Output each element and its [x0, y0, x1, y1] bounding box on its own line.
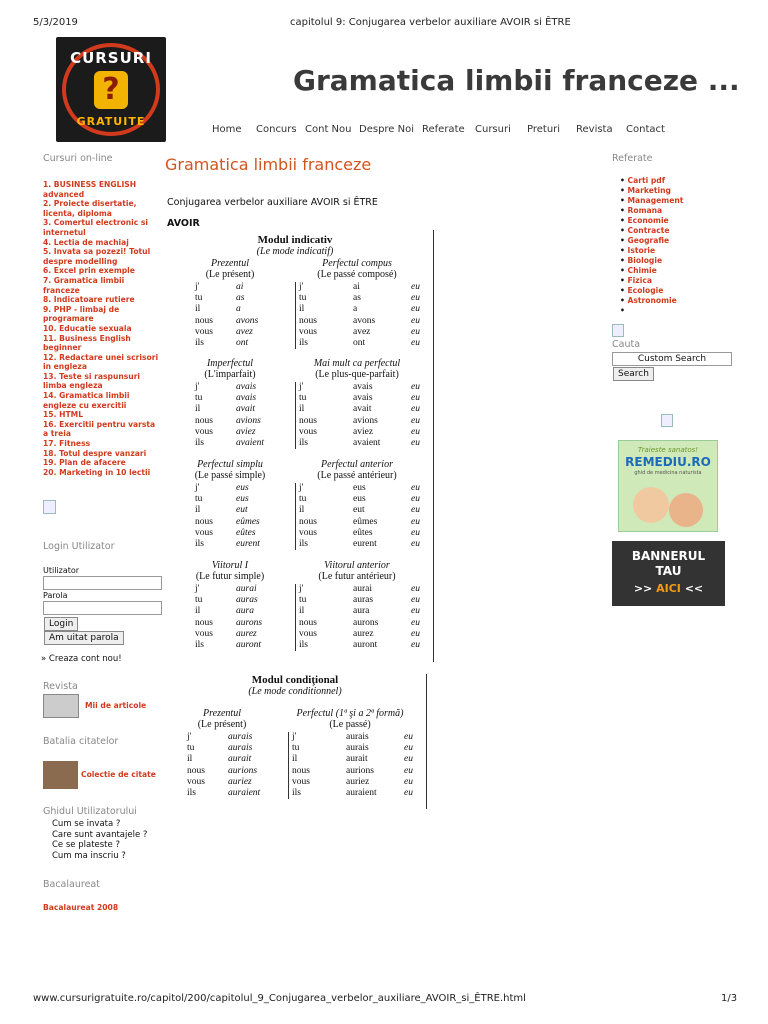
ghid-link[interactable]: Ce se plateste ?: [52, 840, 120, 850]
pronoun: nous: [299, 617, 317, 628]
intro-text: Conjugarea verbelor auxiliare AVOIR si ÊTRE: [167, 197, 378, 208]
pronoun: vous: [292, 776, 310, 787]
verb-form: as: [236, 293, 245, 304]
print-url: www.cursurigratuite.ro/capitol/200/capitolul_9_Conjugarea_verbelor_auxiliare_AVOIR_si_ÊTRE.html: [33, 993, 526, 1004]
referate-link[interactable]: • Management: [620, 196, 683, 206]
banner-line-3: >> AICI <<: [633, 582, 704, 595]
pronoun: tu: [299, 494, 307, 505]
auxiliary-form: auront: [353, 640, 378, 650]
pronoun: nous: [195, 516, 213, 527]
verb-form: aurons: [236, 617, 263, 628]
participle: eu: [411, 282, 420, 292]
participle: eu: [411, 516, 420, 527]
auxiliary-form: aurons: [353, 617, 379, 628]
pronoun: j': [299, 382, 304, 392]
auxiliary-form: eûmes: [353, 516, 378, 527]
forgot-password-button[interactable]: Am uitat parola: [44, 631, 124, 645]
verb-form: a: [236, 304, 241, 315]
login-heading: Login Utilizator: [43, 541, 115, 552]
tense-french-name: (Le présent): [205, 269, 255, 280]
auxiliary-form: avais: [353, 382, 373, 392]
auxiliary-form: aurait: [346, 754, 368, 765]
tense-name: Prezentul: [211, 258, 249, 269]
batalia-link[interactable]: Colectie de citate: [81, 770, 156, 779]
pronoun: nous: [187, 765, 205, 776]
auxiliary-form: avait: [353, 404, 372, 415]
nav-revista[interactable]: Revista: [576, 124, 613, 135]
tense-french-name: (Le futur antérieur): [318, 571, 396, 582]
indicative-title: Modul indicativ: [257, 234, 333, 246]
tense-name: Perfectul simplu: [197, 459, 263, 470]
conditional-subtitle: (Le mode conditionnel): [248, 686, 342, 697]
tense-name: Imperfectul: [206, 358, 254, 369]
course-link[interactable]: 8. Indicatoare rutiere: [43, 295, 135, 305]
tense-french-name: (Le présent): [197, 719, 247, 730]
auxiliary-form: auras: [353, 595, 374, 606]
table-rule: [426, 674, 427, 809]
column-divider: [295, 483, 296, 550]
nav-referate[interactable]: Referate: [422, 124, 465, 135]
participle: eu: [411, 315, 420, 326]
participle: eu: [411, 415, 420, 426]
column-divider: [288, 732, 289, 799]
course-link[interactable]: 9. PHP - limbaj de programare: [43, 304, 120, 324]
pronoun: ils: [195, 338, 204, 348]
auxiliary-form: auriez: [346, 776, 370, 787]
participle: eu: [411, 595, 420, 606]
auxiliary-form: aviez: [353, 426, 374, 437]
ghid-list: [52, 819, 147, 861]
tense-french-name: (L'imparfait): [204, 369, 256, 380]
pronoun: vous: [187, 776, 205, 787]
course-link[interactable]: 20. Marketing in 10 lectii: [43, 467, 151, 477]
logo-text-top: CURSURI: [70, 49, 152, 67]
indicative-subtitle: (Le mode indicatif): [256, 246, 334, 257]
pronoun: vous: [195, 628, 213, 639]
participle: eu: [411, 326, 420, 337]
site-title: Gramatica limbii franceze ...: [293, 64, 740, 97]
broken-image-icon: [661, 414, 673, 427]
auxiliary-form: aurais: [346, 743, 369, 754]
tense-french-name: (Le futur simple): [195, 571, 265, 582]
participle: eu: [411, 438, 420, 448]
auxiliary-form: avez: [353, 326, 371, 337]
pronoun: tu: [299, 293, 307, 304]
password-label: Parola: [43, 591, 68, 600]
revista-link[interactable]: Mii de articole: [85, 701, 147, 710]
pronoun: ils: [299, 640, 308, 650]
course-link[interactable]: 3. Comertul electronic si internetul: [43, 218, 148, 237]
courses-list: [43, 180, 161, 477]
tense-name: Viitorul anterior: [324, 560, 390, 571]
column-divider: [295, 382, 296, 449]
auxiliary-form: ai: [353, 282, 360, 292]
pronoun: vous: [299, 628, 317, 639]
auxiliary-form: aura: [353, 606, 370, 617]
auxiliary-form: aurez: [353, 628, 374, 639]
participle: eu: [404, 765, 413, 776]
print-page: 1/3: [721, 993, 738, 1004]
referate-link[interactable]: • Ecologie: [620, 286, 683, 296]
verb-form: aurais: [228, 732, 253, 742]
referate-link[interactable]: • Carti pdf: [620, 176, 683, 186]
nav-contact[interactable]: Contact: [626, 124, 665, 135]
verb-form: aurions: [228, 765, 258, 776]
course-link[interactable]: 2. Proiecte disertatie, licenta, diploma: [43, 199, 137, 218]
course-link[interactable]: 15. HTML: [43, 410, 84, 420]
referate-link[interactable]: • Chimie: [620, 266, 683, 276]
pronoun: ils: [195, 539, 204, 549]
auxiliary-form: avons: [353, 315, 376, 326]
tense-name: Viitorul I: [211, 560, 249, 571]
nav-cont-nou[interactable]: Cont Nou: [305, 124, 352, 135]
verb-form: eus: [236, 494, 249, 505]
auxiliary-form: aurai: [353, 584, 372, 594]
pronoun: j': [299, 483, 304, 493]
banner-line-2: TAU: [655, 564, 682, 578]
nav-despre-noi[interactable]: Despre Noi: [359, 124, 415, 135]
verb-form: ont: [236, 338, 249, 348]
verb-form: aurai: [236, 584, 257, 594]
avoir-label: AVOIR: [167, 218, 200, 229]
main-heading: Gramatica limbii franceze: [165, 155, 372, 174]
course-link[interactable]: 1. BUSINESS ENGLISH advanced: [43, 180, 137, 199]
auxiliary-form: aurions: [346, 765, 374, 776]
pronoun: tu: [195, 595, 203, 606]
auxiliary-form: ont: [353, 338, 366, 348]
ghid-link[interactable]: Cum se invata ?: [52, 819, 121, 829]
auxiliary-form: as: [353, 293, 361, 304]
pronoun: ils: [299, 338, 308, 348]
referate-link[interactable]: • Biologie: [620, 256, 683, 266]
course-link[interactable]: 17. Fitness: [43, 439, 91, 449]
batalia-thumbnail[interactable]: [43, 761, 78, 789]
course-link[interactable]: 10. Educatie sexuala: [43, 323, 132, 333]
referate-list: [620, 176, 683, 316]
course-link[interactable]: 19. Plan de afacere: [43, 458, 126, 468]
referate-link[interactable]: • Contracte: [620, 226, 683, 236]
participle: eu: [404, 788, 413, 798]
pronoun: il: [299, 304, 305, 315]
tense-french-name: (Le passé simple): [194, 470, 266, 481]
participle: eu: [411, 617, 420, 628]
auxiliary-form: aurais: [346, 732, 369, 742]
pronoun: il: [195, 304, 201, 315]
referate-link[interactable]: • Istorie: [620, 246, 683, 256]
auxiliary-form: avais: [353, 393, 373, 404]
pronoun: nous: [299, 415, 317, 426]
participle: eu: [411, 404, 420, 415]
pronoun: il: [195, 505, 201, 516]
pronoun: tu: [195, 494, 203, 505]
participle: eu: [411, 304, 420, 315]
referate-link[interactable]: • Fizica: [620, 276, 683, 286]
pronoun: tu: [195, 393, 203, 404]
table-rule: [433, 230, 434, 662]
pronoun: vous: [299, 426, 317, 437]
column-divider: [295, 584, 296, 651]
conditional-title: Modul condiţional: [251, 674, 339, 686]
broken-image-icon: [612, 324, 624, 337]
auxiliary-form: avaient: [353, 438, 381, 448]
banner-ad[interactable]: [612, 541, 725, 606]
verb-form: ai: [236, 282, 244, 292]
pronoun: nous: [195, 315, 213, 326]
auxiliary-form: auraient: [346, 788, 377, 798]
pronoun: j': [299, 584, 304, 594]
ghid-heading: Ghidul Utilizatorului: [43, 806, 137, 817]
tense-name: Perfectul (1ª şi a 2ª formă): [296, 708, 404, 719]
verb-form: avais: [236, 393, 257, 404]
ad-sub: ghid de medicina naturista: [634, 470, 702, 476]
verb-form: aurais: [228, 743, 253, 754]
course-link[interactable]: 5. Invata sa pozezi! Totul despre modelling: [43, 247, 151, 266]
participle: eu: [411, 338, 420, 348]
verb-form: auront: [236, 640, 261, 650]
auxiliary-form: eûtes: [353, 527, 373, 538]
search-heading: Cauta: [612, 339, 641, 350]
participle: eu: [411, 640, 420, 650]
auxiliary-form: eut: [353, 505, 365, 516]
pronoun: tu: [299, 393, 307, 404]
pronoun: il: [299, 505, 305, 516]
logo-question-icon: ?: [94, 71, 128, 109]
create-account-link[interactable]: » Creaza cont nou!: [41, 654, 122, 664]
pronoun: j': [195, 382, 200, 392]
pronoun: il: [299, 606, 305, 617]
pronoun: tu: [187, 743, 195, 754]
ghid-link[interactable]: Care sunt avantajele ?: [52, 829, 148, 840]
nav-preturi[interactable]: Preturi: [527, 124, 561, 135]
nav-concurs[interactable]: Concurs: [256, 124, 297, 135]
course-link[interactable]: 14. Gramatica limbii engleze cu exercitii: [43, 391, 130, 410]
auxiliary-form: eus: [353, 494, 366, 505]
verb-form: auraient: [228, 788, 261, 798]
verb-form: avons: [236, 315, 259, 326]
pronoun: j': [195, 483, 200, 493]
pronoun: tu: [195, 293, 203, 304]
tense-name: Prezentul: [203, 708, 241, 719]
tense-name: Perfectul compus: [322, 258, 392, 269]
referate-link[interactable]: • Romana: [620, 206, 683, 216]
verb-form: eûtes: [236, 527, 256, 538]
username-input[interactable]: [43, 576, 162, 590]
banner-line-1: BANNERUL: [631, 549, 706, 563]
print-date: 5/3/2019: [33, 17, 78, 28]
tense-name: Mai mult ca perfectul: [313, 358, 401, 369]
pronoun: vous: [299, 527, 317, 538]
pronoun: tu: [299, 595, 307, 606]
pronoun: ils: [195, 438, 204, 448]
course-link[interactable]: 11. Business English beginner: [43, 333, 131, 353]
participle: eu: [411, 628, 420, 639]
pronoun: ils: [299, 438, 308, 448]
search-button[interactable]: Search: [613, 367, 654, 381]
password-input[interactable]: [43, 601, 162, 615]
pronoun: vous: [195, 527, 213, 538]
participle: eu: [404, 743, 413, 754]
pronoun: ils: [292, 788, 301, 798]
bac-link[interactable]: Bacalaureat 2008: [43, 903, 119, 912]
auxiliary-form: a: [353, 304, 358, 315]
pronoun: j': [299, 282, 304, 292]
verb-form: eus: [236, 483, 249, 493]
pronoun: il: [299, 404, 305, 415]
courses-heading: Cursuri on-line: [43, 153, 113, 164]
referate-link[interactable]: • Astronomie: [620, 296, 683, 306]
pronoun: il: [195, 404, 201, 415]
participle: eu: [411, 539, 420, 549]
column-divider: [295, 282, 296, 349]
participle: eu: [411, 483, 420, 493]
participle: eu: [411, 426, 420, 437]
broken-image-icon: [43, 500, 56, 514]
verb-form: eurent: [236, 539, 260, 549]
logo-text-bottom: GRATUITE: [76, 115, 146, 128]
participle: eu: [411, 393, 420, 404]
nav-cursuri[interactable]: Cursuri: [475, 124, 511, 135]
pronoun: nous: [195, 617, 213, 628]
tense-french-name: (Le plus-que-parfait): [315, 369, 399, 380]
course-link[interactable]: 18. Totul despre vanzari: [43, 448, 147, 458]
verb-form: aurez: [236, 628, 257, 639]
pronoun: nous: [299, 315, 317, 326]
ad-brand: REMEDIU.RO: [625, 455, 711, 469]
user-label: Utilizator: [43, 566, 80, 575]
bac-heading: Bacalaureat: [43, 879, 100, 890]
referate-link[interactable]: • Economie: [620, 216, 683, 226]
pronoun: nous: [299, 516, 317, 527]
verb-form: avaient: [236, 438, 264, 448]
verb-form: aura: [236, 606, 254, 617]
auxiliary-form: eus: [353, 483, 366, 493]
pronoun: vous: [195, 326, 213, 337]
pronoun: ils: [195, 640, 204, 650]
referate-link[interactable]: • Marketing: [620, 186, 683, 196]
batalia-heading: Batalia citatelor: [43, 736, 119, 747]
revista-heading: Revista: [43, 681, 78, 692]
course-link[interactable]: 16. Exercitii pentru varsta a treia: [43, 419, 156, 439]
remediu-ad-banner[interactable]: [618, 440, 718, 532]
verb-form: avais: [236, 382, 257, 392]
pronoun: nous: [195, 415, 213, 426]
pronoun: il: [187, 754, 193, 765]
course-link[interactable]: 4. Lectia de machiaj: [43, 237, 129, 247]
verb-form: auras: [236, 595, 258, 606]
pronoun: j': [195, 584, 200, 594]
verb-form: aviez: [236, 426, 256, 437]
pronoun: il: [195, 606, 201, 617]
tense-name: Perfectul anterior: [321, 459, 393, 470]
referate-heading: Referate: [612, 153, 653, 164]
pronoun: nous: [292, 765, 310, 776]
pronoun: il: [292, 754, 298, 765]
participle: eu: [404, 732, 413, 742]
print-title: capitolul 9: Conjugarea verbelor auxiliare AVOIR si ÊTRE: [290, 17, 571, 28]
participle: eu: [411, 527, 420, 538]
tense-french-name: (Le passé): [329, 719, 371, 730]
pronoun: vous: [195, 426, 213, 437]
search-input[interactable]: Custom Search: [612, 352, 732, 366]
participle: eu: [411, 584, 420, 594]
verb-form: avait: [236, 404, 255, 415]
course-link[interactable]: 13. Teste si raspunsuri limba engleza: [43, 371, 141, 391]
ghid-link[interactable]: Cum ma inscriu ?: [52, 850, 126, 861]
referate-link[interactable]: • Geografie: [620, 236, 683, 246]
nav-home[interactable]: Home: [212, 124, 242, 135]
verb-form: eut: [236, 505, 248, 516]
participle: eu: [411, 606, 420, 617]
pronoun: ils: [187, 788, 196, 798]
verb-form: aurait: [228, 754, 252, 765]
participle: eu: [411, 382, 420, 392]
participle: eu: [411, 293, 420, 304]
pronoun: j': [292, 732, 297, 742]
pronoun: vous: [299, 326, 317, 337]
course-link[interactable]: 7. Gramatica limbii franceze: [43, 275, 125, 295]
participle: eu: [404, 754, 413, 765]
pronoun: j': [187, 732, 192, 742]
participle: eu: [411, 494, 420, 505]
verb-form: avions: [236, 415, 261, 426]
ad-child-image: [669, 493, 703, 527]
verb-form: auriez: [228, 776, 252, 787]
verb-form: avez: [236, 326, 253, 337]
verb-form: eûmes: [236, 516, 260, 527]
course-link[interactable]: 12. Redactare unei scrisori in engleza: [43, 352, 159, 372]
ad-tagline: Traieste sanatos!: [637, 446, 699, 454]
auxiliary-form: eurent: [353, 539, 377, 549]
tense-french-name: (Le passé composé): [317, 269, 397, 280]
ad-child-image: [633, 487, 669, 523]
login-button[interactable]: Login: [44, 617, 78, 631]
participle: eu: [411, 505, 420, 516]
course-link[interactable]: 6. Excel prin exemple: [43, 266, 135, 276]
referate-empty-item: [620, 306, 683, 316]
site-logo[interactable]: [56, 37, 166, 142]
revista-thumbnail[interactable]: [43, 694, 79, 718]
pronoun: ils: [299, 539, 308, 549]
tense-french-name: (Le passé antérieur): [317, 470, 397, 481]
pronoun: j': [195, 282, 200, 292]
participle: eu: [404, 776, 413, 787]
auxiliary-form: avions: [353, 415, 378, 426]
pronoun: tu: [292, 743, 300, 754]
